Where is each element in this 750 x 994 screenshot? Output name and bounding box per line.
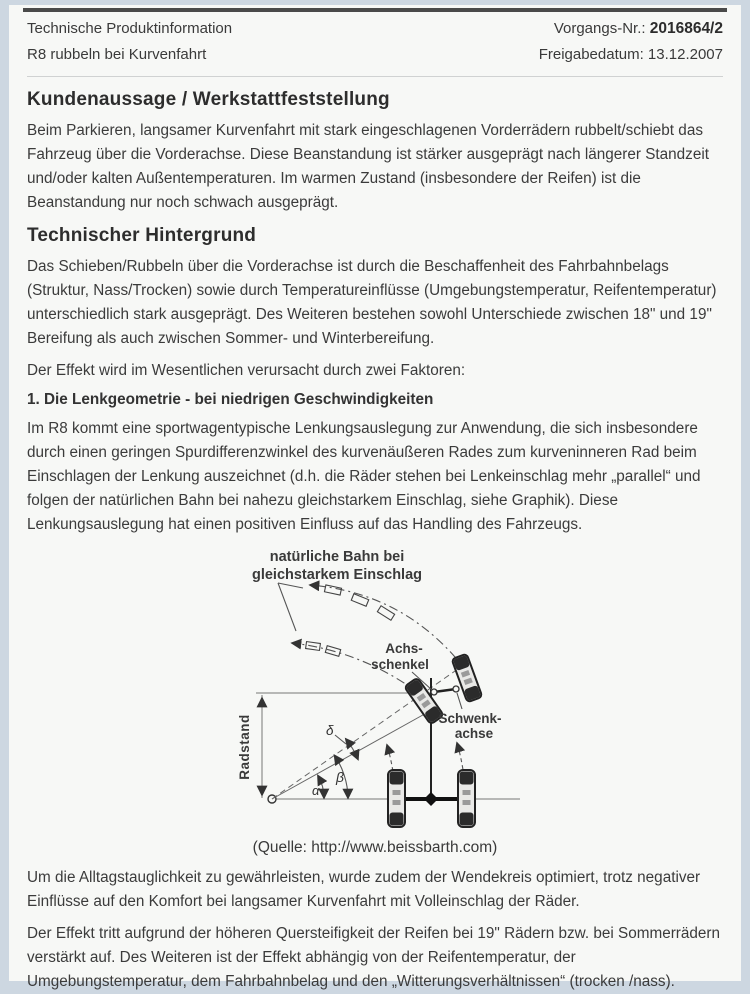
top-border-rule <box>23 8 727 12</box>
header-left-column <box>27 19 232 71</box>
wheelbase-label: Radstand <box>237 714 252 780</box>
beta-angle-arc <box>344 776 348 799</box>
section-heading-customer-statement: Kundenaussage / Werkstattfeststellung <box>27 89 390 110</box>
case-number-value: 2016864/2 <box>649 20 723 37</box>
beta-angle-label: β <box>336 769 344 785</box>
front-right-wheel <box>452 654 483 703</box>
technical-background-paragraph-2: Der Effekt wird im Wesentlichen verursacht durch zwei Faktoren: <box>27 362 466 379</box>
rear-right-wheel <box>458 770 475 827</box>
figure-source-caption: (Quelle: http://www.beissbarth.com) <box>252 839 498 856</box>
delta-angle-label: δ <box>326 723 334 738</box>
stub-axle-label-line1: Achs- <box>385 641 423 656</box>
case-number-label: Vorgangs-Nr.: <box>553 20 646 37</box>
release-date-row <box>539 45 723 65</box>
pivot-axis-label-line1: Schwenk- <box>438 711 502 726</box>
alpha-angle-arc <box>323 786 325 798</box>
alpha-angle-label: α <box>312 783 320 798</box>
outer-arc-wheel-ticks <box>324 585 394 620</box>
doc-type-title: Technische Produktinformation <box>27 20 233 37</box>
stub-axle-label-line2: schenkel <box>371 657 429 672</box>
case-number-row <box>539 19 723 39</box>
rear-axle-center-marker <box>424 792 438 806</box>
pivot-axis-label-line2: achse <box>454 726 494 741</box>
natural-path-label-line2: gleichstarkem Einschlag <box>251 567 423 583</box>
technical-background-paragraph-1: Das Schieben/Rubbeln über die Vorderachse ist durch die Beschaffenheit des Fahrbahnbelags (Struktur, Nass/Trocken) sowie durch Temperatureinflüsse (Umgebungstemperatur, Reifentemperatur) unterschiedlich stark ausgeprägt. Des Weiteren bestehen sowohl Unterschiede zwischen 18" und 19" Bereifung als auch zwischen Sommer- und Winterbereifung. <box>27 258 717 347</box>
release-date-label: Freigabedatum: <box>538 46 644 63</box>
label-pointer-line-outer <box>278 583 303 588</box>
document-page <box>9 5 741 990</box>
delta-leader-line <box>335 735 346 744</box>
inner-arc-wheel-ticks <box>306 642 341 657</box>
label-pointer-line-inner <box>278 583 296 631</box>
header-right-column <box>539 19 723 71</box>
tyre-stiffness-paragraph: Der Effekt tritt aufgrund der höheren Quersteifigkeit der Reifen bei 19" Rädern bzw. bei Sommerrädern verstärkt auf. Des Weiteren ist der Effekt abhängig von der Reifentemperatur, der Umgebungstemperatur, dem Fahrbahnbelag und den „Witterungsverhältnissen“ (trocken /nass). <box>27 925 721 990</box>
release-date-value: 13.12.2007 <box>647 46 723 63</box>
turning-circle-paragraph: Um die Alltagstauglichkeit zu gewährleisten, wurde zudem der Wendekreis optimiert, trotz negativer Einflüsse auf den Komfort bei langsamer Kurvenfahrt mit Volleinschlag der Räder. <box>27 869 701 910</box>
steering-geometry-paragraph: Im R8 kommt eine sportwagentypische Lenkungsauslegung zur Anwendung, die sich insbesondere durch einen geringen Spurdifferenzwinkel des kurvenäußeren Rades zum kurveninneren Rad beim Einschlagen der Lenkung auszeichnet (d.h. die Räder stehen bei Lenkeinschlag mehr „parallel“ und folgen der natürlichen Bahn bei nahezu gleichstarkem Einschlag, siehe Graphik). Diese Lenkungsauslegung hat einen positiven Einfluss auf das Handling des Fahrzeugs. <box>27 420 701 533</box>
stub-axle-pivot-right <box>453 686 459 692</box>
customer-statement-paragraph: Beim Parkieren, langsamer Kurvenfahrt mit stark eingeschlagenen Vorderrädern rubbelt/schiebt das Fahrzeug über die Vorderachse. Diese Beanstandung ist stärker ausgeprägt nach längerer Standzeit und/oder kalten Außentemperaturen. Im warmen Zustand (insbesondere der Reifen) ist die Beanstandung nur noch schwach ausgeprägt. <box>27 122 709 211</box>
section-heading-technical-background: Technischer Hintergrund <box>27 225 257 246</box>
header-divider-rule <box>27 76 723 77</box>
natural-path-label-line1: natürliche Bahn bei <box>269 549 405 565</box>
steering-angle-line-inner <box>272 711 430 799</box>
subsection-heading-steering-geometry: 1. Die Lenkgeometrie - bei niedrigen Geschwindigkeiten <box>27 391 434 408</box>
steering-geometry-diagram <box>230 545 520 831</box>
pivot-axis-leader-line <box>457 693 462 709</box>
rear-left-wheel <box>388 770 405 827</box>
document-header <box>27 19 723 71</box>
steering-angle-line-outer <box>272 671 455 799</box>
steering-geometry-figure <box>230 545 520 836</box>
doc-subject: R8 rubbeln bei Kurvenfahrt <box>27 46 207 63</box>
